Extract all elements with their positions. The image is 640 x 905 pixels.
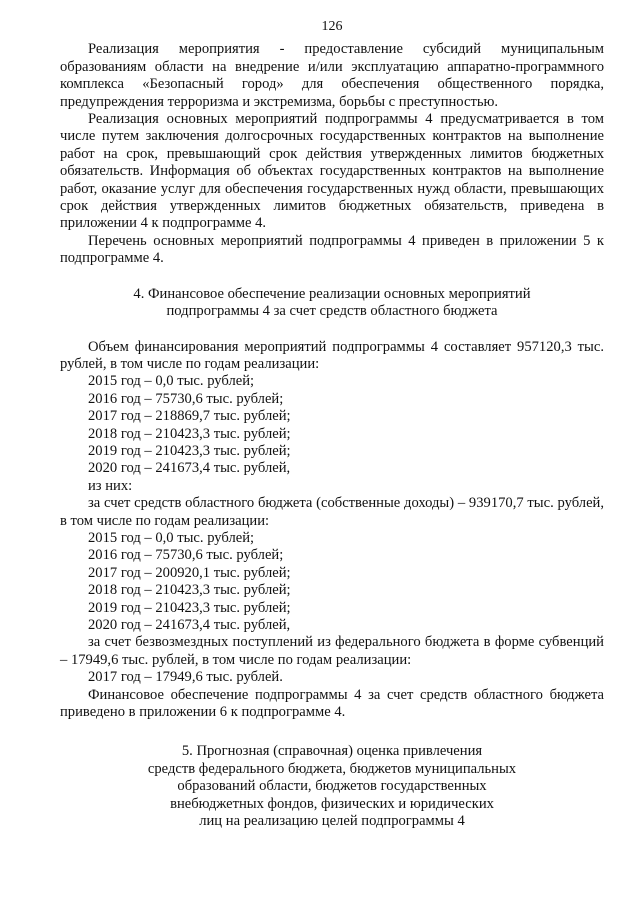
regional-years-list [60, 530, 604, 634]
total-years-list [60, 373, 604, 477]
year-item: 2017 год – 17949,6 тыс. рублей. [88, 669, 283, 686]
year-item: 2015 год – 0,0 тыс. рублей; [88, 529, 255, 546]
year-item: 2015 год – 0,0 тыс. рублей; [88, 373, 255, 390]
year-item: 2020 год – 241673,4 тыс. рублей, [88, 617, 291, 633]
section-4-heading-line: 4. Финансовое обеспечение реализации основных мероприятий [133, 285, 531, 302]
section-5-heading-line: средств федерального бюджета, бюджетов муниципальных [147, 760, 517, 777]
year-item: 2016 год – 75730,6 тыс. рублей; [88, 547, 284, 564]
year-item: 2020 год – 241673,4 тыс. рублей, [88, 460, 291, 477]
year-item: 2017 год – 200920,1 тыс. рублей; [88, 564, 291, 581]
section-5-heading-line: лиц на реализацию целей подпрограммы 4 [199, 813, 465, 830]
federal-years-list [60, 669, 604, 686]
intro-paragraph-2: Реализация основных мероприятий подпрограммы 4 предусматривается в том числе путем заключения долгосрочных государственных контрактов на выполнение работ на срок, превышающий срок действия утвержденных лимитов бюджетных обязательств. Информация об объектах государственных контрактов на выполнение работ, оказание услуг для обеспечения государственных нужд области, превышающих срок действия утвержденных лимитов бюджетных обязательств, приведена в приложении 4 к подпрограмме 4. [60, 111, 604, 232]
section-4-heading-line: подпрограммы 4 за счет средств областного бюджета [166, 303, 498, 320]
section-4-heading [60, 286, 604, 321]
year-item: 2019 год – 210423,3 тыс. рублей; [88, 442, 291, 459]
closing-paragraph: Финансовое обеспечение подпрограммы 4 за счет средств областного бюджета приведено в приложении 6 к подпрограмме 4. [60, 686, 604, 721]
page-number: 126 [321, 19, 343, 34]
section-5-heading [60, 743, 604, 830]
regional-financing-text: за счет средств областного бюджета (собственные доходы) – 939170,7 тыс. рублей, в том числе по годам реализации: [60, 495, 604, 529]
total-financing-text: Объем финансирования мероприятий подпрограммы 4 составляет 957120,3 тыс. рублей, в том числе по годам реализации: [60, 338, 604, 372]
document-page [60, 18, 604, 830]
year-item: 2019 год – 210423,3 тыс. рублей; [88, 599, 291, 616]
year-item: 2017 год – 218869,7 тыс. рублей; [88, 408, 291, 425]
federal-financing-text: за счет безвозмездных поступлений из федерального бюджета в форме субвенций – 17949,6 тыс. рублей, в том числе по годам реализации: [60, 634, 604, 668]
year-item: 2018 год – 210423,3 тыс. рублей; [88, 582, 291, 599]
section-5-heading-line: 5. Прогнозная (справочная) оценка привлечения [181, 743, 483, 760]
intro-paragraph-1: Реализация мероприятия - предоставление субсидий муниципальным образованиям области на внедрение и/или эксплуатацию аппаратно-программного комплекса «Безопасный город» для обеспечения общественного порядка, предупреждения терроризма и экстремизма, борьбы с преступностью. [60, 41, 604, 110]
section-5-heading-line: внебюджетных фондов, физических и юридических [170, 795, 494, 812]
year-item: 2016 год – 75730,6 тыс. рублей; [88, 390, 284, 407]
intro-paragraph-3: Перечень основных мероприятий подпрограммы 4 приведен в приложении 5 к подпрограмме 4. [60, 232, 604, 267]
of-them-label: из них: [88, 477, 133, 494]
section-5-heading-line: образований области, бюджетов государственных [177, 778, 487, 795]
year-item: 2018 год – 210423,3 тыс. рублей; [88, 425, 291, 442]
